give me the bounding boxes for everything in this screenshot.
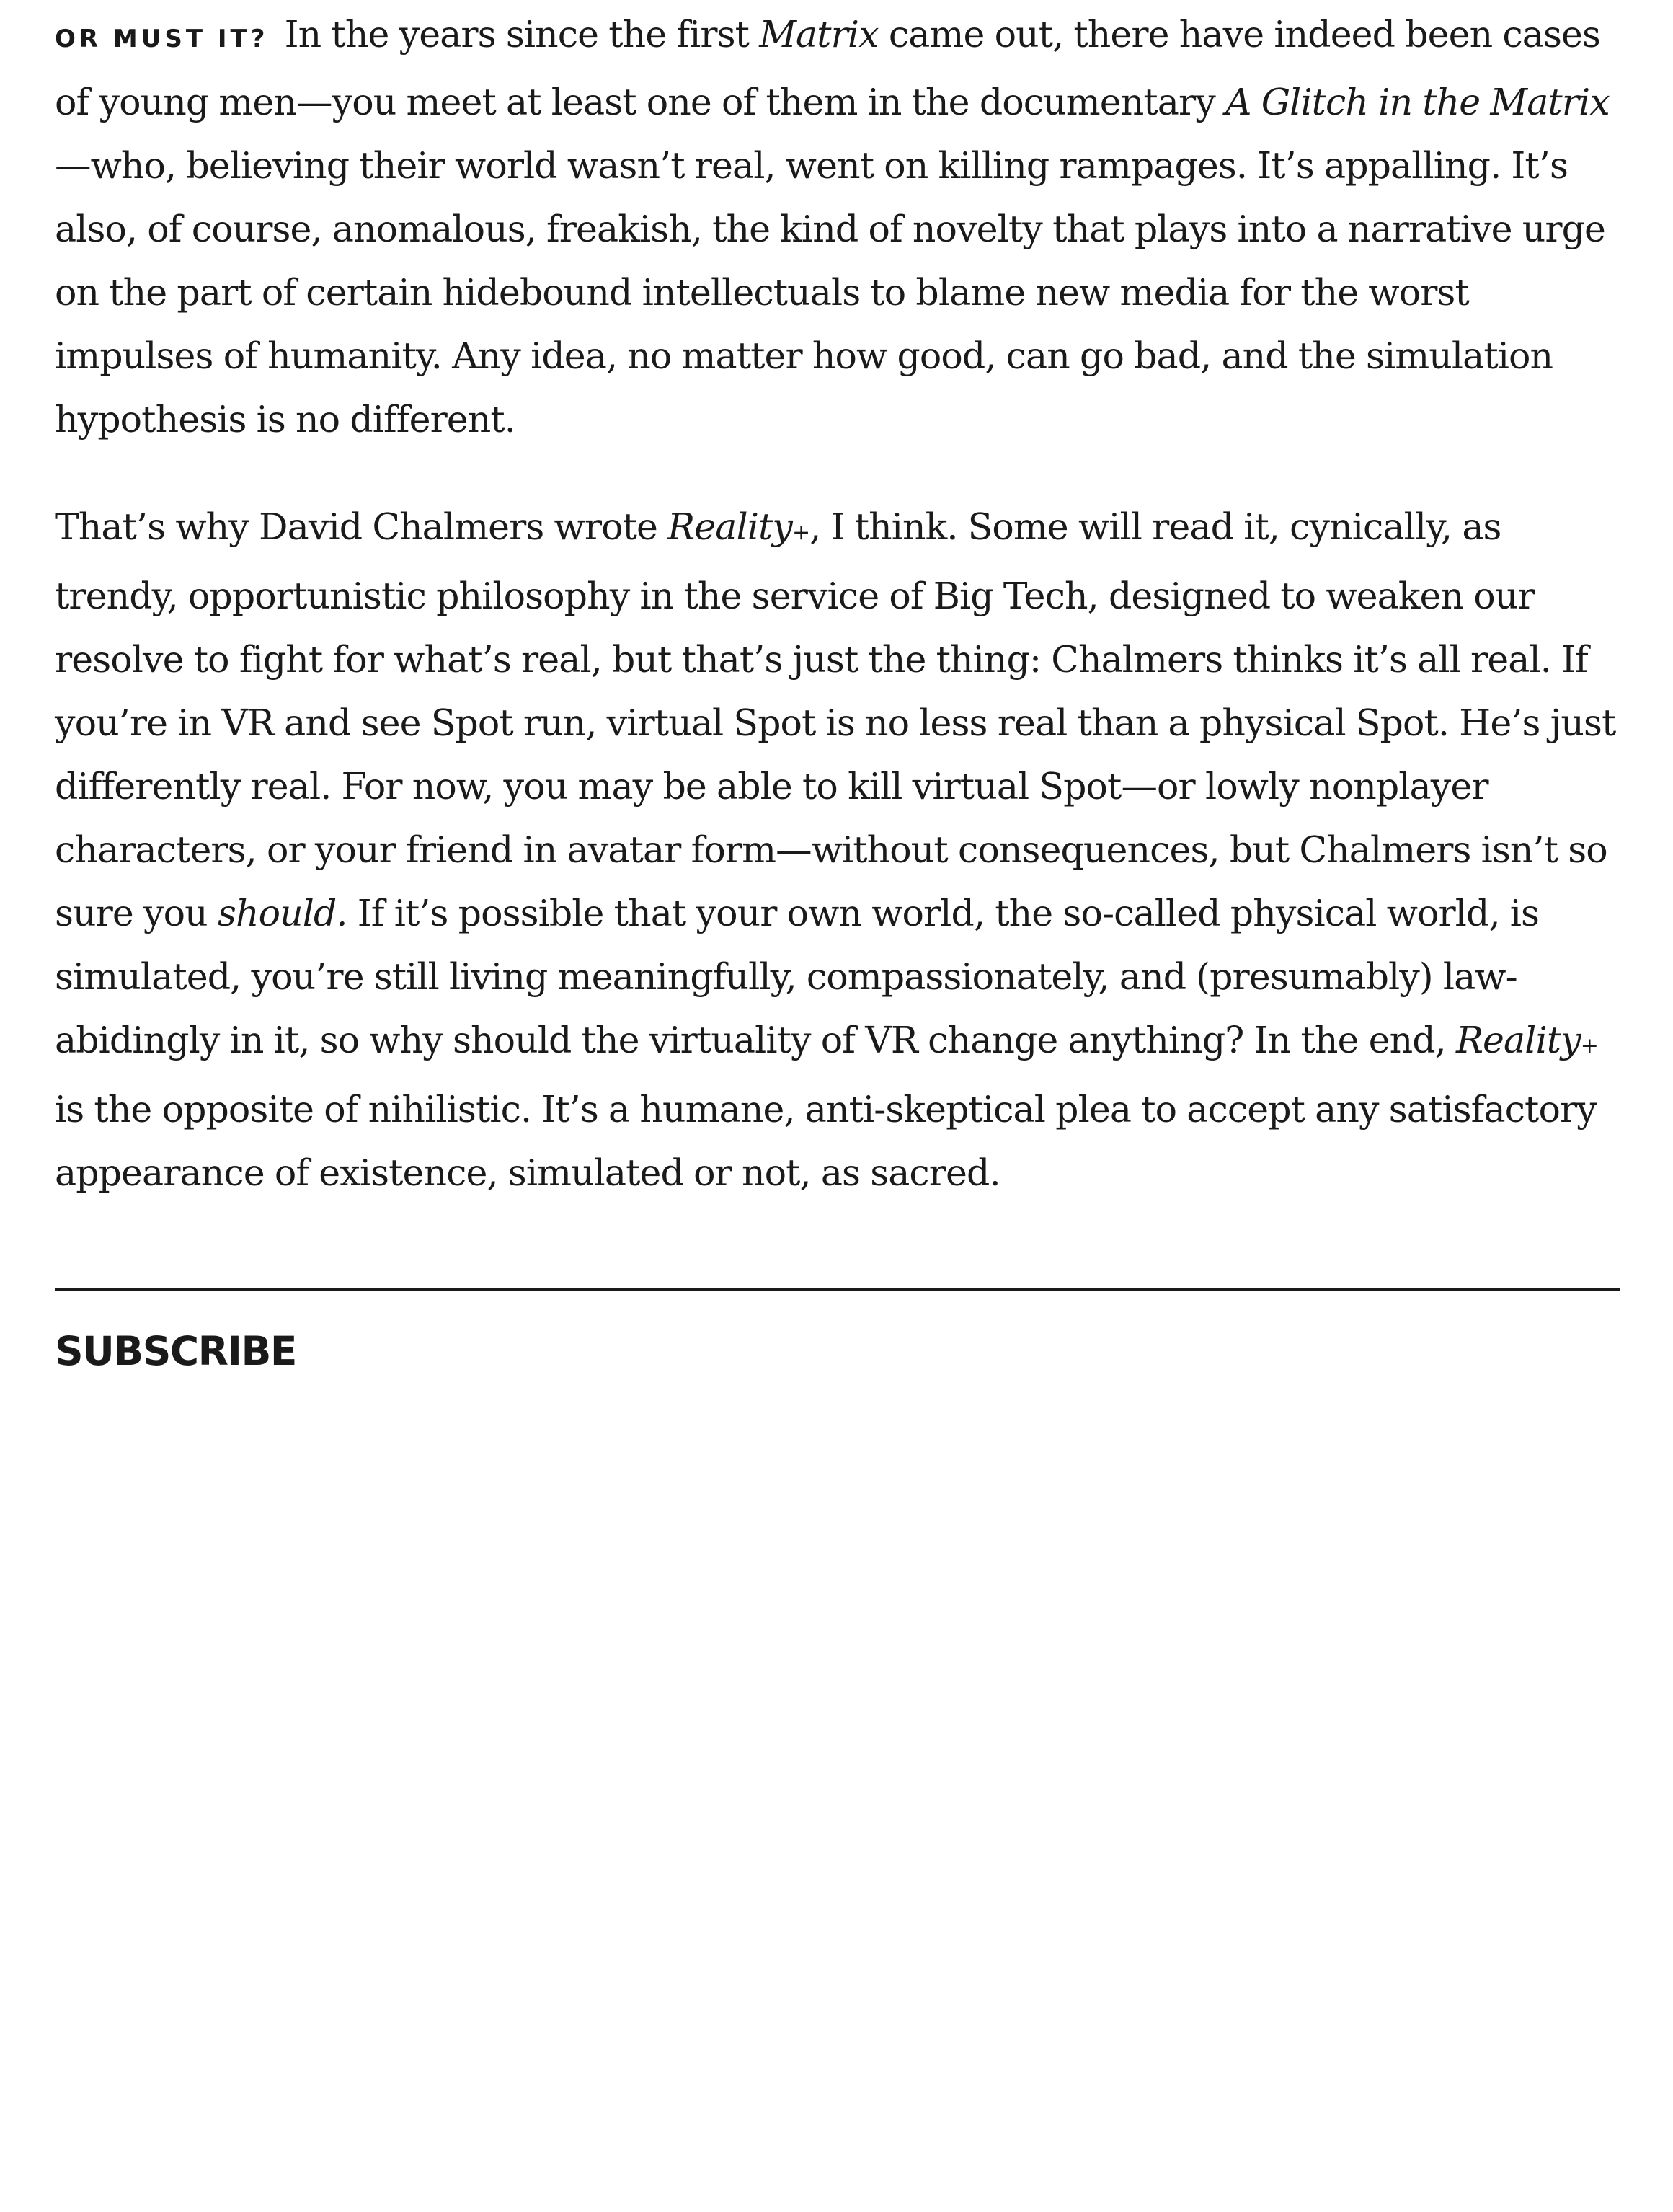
title-reference-reality: Reality	[1455, 1019, 1581, 1061]
section-divider	[55, 1288, 1620, 1291]
paragraph-text: In the years since the first	[274, 13, 760, 56]
title-reference-reality: Reality	[667, 505, 792, 548]
emphasis-should: should.	[217, 892, 347, 934]
paragraph-2	[55, 495, 1626, 1205]
paragraph-text: If it’s possible that your own world, the so-called physical world, is simulated, you’re still living meaningfully, compassionately, and (presumably) law-abidingly in it, so why should the virtuality of VR change anything? In the end,	[55, 892, 1540, 1061]
title-reference-glitch: A Glitch in the Matrix	[1225, 81, 1610, 123]
subscribe-link[interactable]: SUBSCRIBE	[55, 1328, 296, 1374]
title-plus-sign: +	[791, 520, 810, 545]
paragraph-1	[55, 3, 1626, 451]
title-plus-sign: +	[1580, 1033, 1599, 1058]
article-body	[55, 0, 1626, 1205]
paragraph-text: That’s why David Chalmers wrote	[55, 505, 668, 548]
paragraph-text: is the opposite of nihilistic. It’s a humane, anti-skeptical plea to accept any satisfactory appearance of existence, simulated or not, as sacred.	[55, 1088, 1597, 1194]
title-reference-matrix: Matrix	[759, 13, 879, 56]
paragraph-text: , I think. Some will read it, cynically, as trendy, opportunistic philosophy in the service of Big Tech, designed to weaken our resolve to fight for what’s real, but that’s just the thing: Chalmers thinks it’s all real. If you’re in VR and see Spot run, virtual Spot is no less real than a physical Spot. He’s just differently real. For now, you may be able to kill virtual Spot—or lowly nonplayer characters, or your friend in avatar form—without consequences, but Chalmers isn’t so sure you	[55, 505, 1616, 934]
paragraph-text: came out, there have indeed been cases of young men—you meet at least one of them in the documentary	[55, 13, 1601, 123]
section-lead-in: OR MUST IT?	[55, 25, 269, 53]
paragraph-text: —who, believing their world wasn’t real, went on killing rampages. It’s appalling. It’s also, of course, anomalous, freakish, the kind of novelty that plays into a narrative urge on the part of certain hidebound intellectuals to blame new media for the worst impulses of humanity. Any idea, no matter how good, can go bad, and the simulation hypothesis is no different.	[55, 144, 1606, 441]
